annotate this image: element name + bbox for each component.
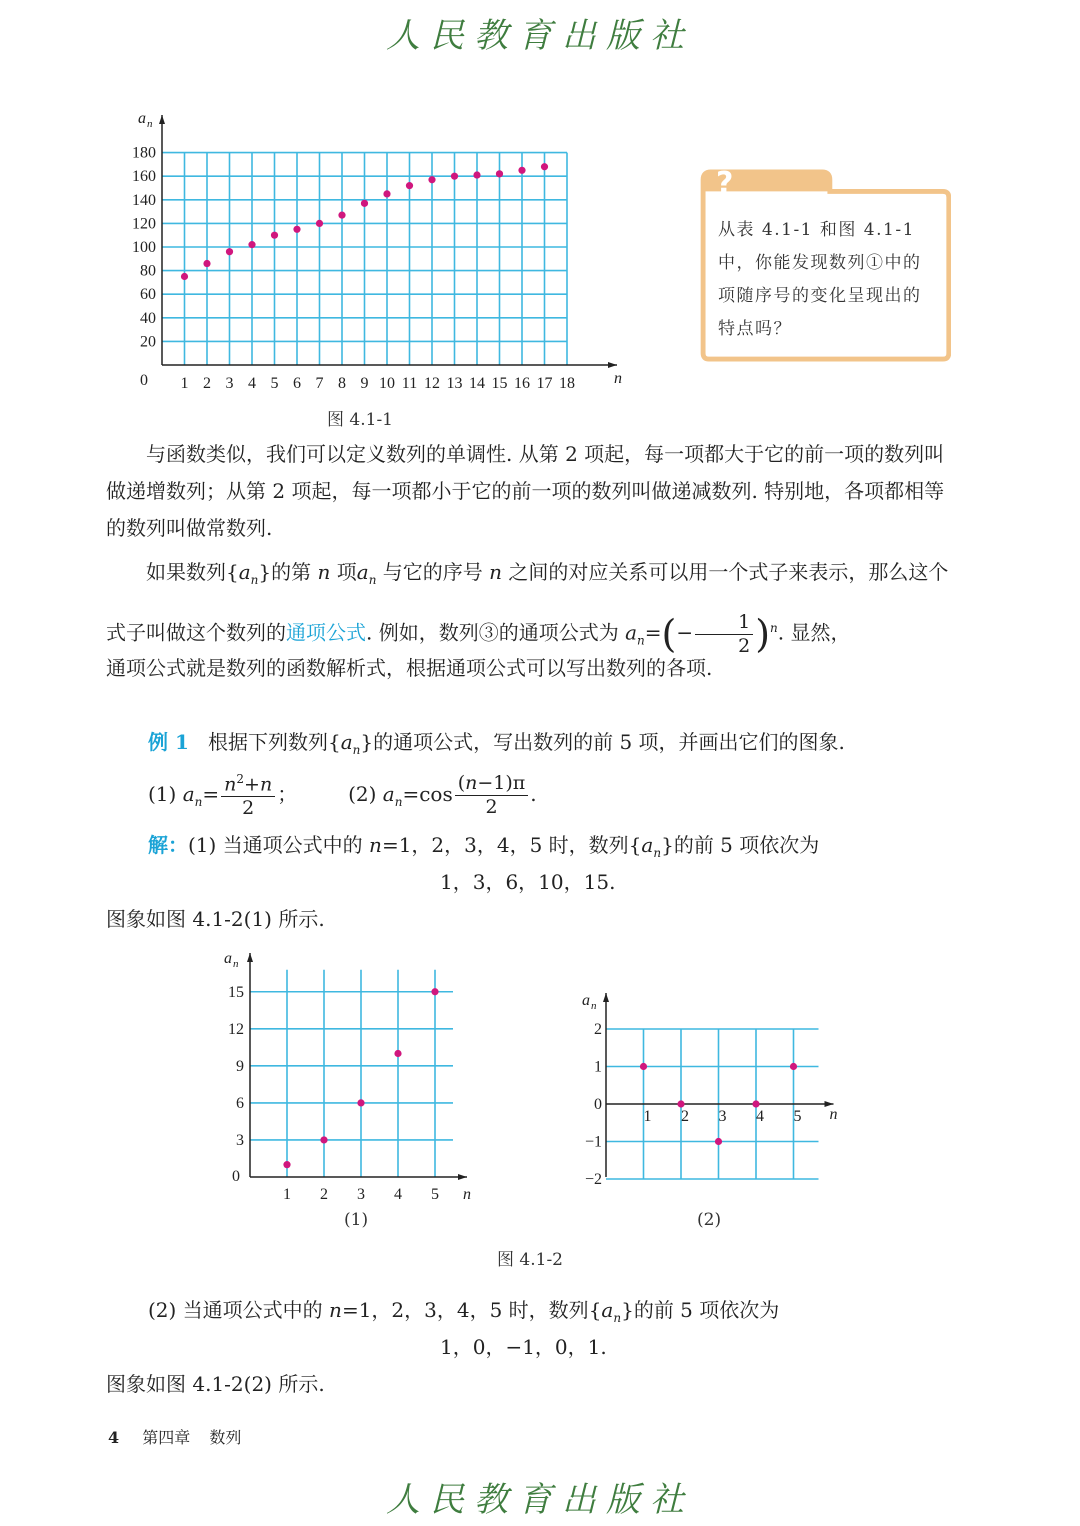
- figure-4-1-1-caption: 图 4.1-1: [327, 410, 393, 430]
- y-axis-label-subscript: n: [233, 958, 239, 970]
- y-tick-label: 120: [132, 215, 156, 233]
- y-tick-label: 60: [140, 286, 156, 304]
- x-tick-label: 4: [756, 1108, 764, 1125]
- solution-2-figure-ref: 图象如图 4.1-2(2) 所示.: [106, 1372, 325, 1396]
- data-point: [203, 260, 210, 267]
- y-tick-label: 40: [140, 309, 156, 327]
- x-tick-label: 11: [401, 375, 418, 392]
- data-point: [293, 226, 300, 233]
- y-tick-label: 80: [140, 262, 156, 280]
- data-point: [790, 1063, 797, 1070]
- data-point: [394, 1050, 401, 1057]
- example-1-formulas: (1) $a_n=$ $\frac{n^2+n}{2}$ ； (2) $a_n=\cos$ $\frac{(n-1)\pi}{2}$ .: [148, 771, 537, 820]
- general-term-paragraph: 如果数列$\{a_n\}$的第 n 项$a_n$ 与它的序号 n 之间的对应关系可以用一个式子来表示，那么这个式子叫做这个数列的通项公式. 例如，数列③的通项公式为 $a_n=(-$ $\frac{1}{2}$ )$^n$. 显然，: [106, 560, 949, 657]
- y-axis-arrow: [247, 953, 253, 962]
- x-tick-label: 5: [270, 375, 279, 392]
- x-tick-label: 5: [431, 1186, 439, 1203]
- y-tick-label: 3: [236, 1131, 244, 1149]
- data-point: [752, 1100, 759, 1107]
- figure-4-1-2-1: [210, 945, 490, 1205]
- y-tick-label: −2: [584, 1171, 602, 1188]
- solution-1-figure-ref: 图象如图 4.1-2(1) 所示.: [106, 907, 325, 931]
- data-point: [640, 1063, 647, 1070]
- x-tick-label: 13: [446, 375, 463, 392]
- x-axis-arrow: [608, 362, 617, 368]
- figure-4-1-1: [120, 105, 640, 405]
- y-tick-label: 160: [132, 168, 156, 186]
- x-tick-label: 2: [320, 1186, 328, 1203]
- data-point: [383, 190, 390, 197]
- figure-4-1-2-2: [570, 985, 840, 1200]
- data-point: [428, 176, 435, 183]
- x-tick-label: 3: [357, 1186, 365, 1203]
- note-text: 从表 4.1-1 和图 4.1-1 中，你能发现数列①中的项随序号的变化呈现出的特点吗？: [718, 220, 922, 339]
- x-tick-label: 15: [491, 375, 508, 392]
- y-tick-label: 140: [132, 191, 156, 209]
- x-tick-label: 4: [248, 375, 256, 392]
- figure-4-1-2-sub2-caption: (2): [697, 1210, 722, 1230]
- y-axis-arrow: [159, 115, 165, 124]
- solution-2-intro: (2) 当通项公式中的 n=1，2，3，4，5 时，数列$\{a_n\}$的前 5 项依次为: [148, 1298, 780, 1325]
- data-point: [451, 173, 458, 180]
- figure-4-1-2-sub1-caption: (1): [344, 1210, 369, 1230]
- data-point: [541, 163, 548, 170]
- solution-label: 解：: [148, 833, 188, 857]
- y-axis-label-subscript: n: [591, 1000, 597, 1012]
- data-point: [248, 241, 255, 248]
- x-tick-label: 3: [225, 375, 234, 392]
- data-point: [473, 171, 480, 178]
- monotonicity-paragraph: 与函数类似，我们可以定义数列的单调性. 从第 2 项起，每一项都大于它的前一项的数列叫做递增数列；从第 2 项起，每一项都小于它的前一项的数列叫做递减数列. 特别地，各项都相等的数列叫做常数列.: [106, 442, 945, 540]
- x-axis-label: n: [829, 1106, 838, 1123]
- x-tick-label: 3: [718, 1108, 727, 1125]
- data-point: [320, 1136, 327, 1143]
- figure-4-1-2-caption: 图 4.1-2: [497, 1250, 563, 1270]
- x-tick-label: 14: [469, 375, 485, 392]
- y-tick-label: 12: [228, 1020, 244, 1038]
- y-tick-label: 100: [132, 239, 156, 256]
- chapter-title: 数列: [209, 1428, 242, 1447]
- y-tick-label: 15: [228, 983, 244, 1001]
- x-axis-arrow: [458, 1174, 467, 1180]
- term-general-formula: 通项公式: [286, 620, 366, 645]
- data-point: [338, 212, 345, 219]
- y-tick-label: 6: [236, 1094, 244, 1112]
- data-point: [496, 170, 503, 177]
- y-axis-arrow: [603, 993, 609, 1002]
- x-tick-label: 7: [315, 375, 324, 392]
- x-tick-label: 4: [394, 1186, 402, 1203]
- example-1-prompt: 例 1 根据下列数列$\{a_n\}$的通项公式，写出数列的前 5 项，并画出它们的图象.: [148, 730, 845, 757]
- x-tick-label: 1: [643, 1108, 652, 1125]
- data-point: [271, 232, 278, 239]
- data-point: [283, 1161, 290, 1168]
- x-tick-label: 9: [360, 375, 369, 392]
- data-point: [677, 1100, 684, 1107]
- y-tick-label: 1: [594, 1058, 602, 1076]
- x-tick-label: 5: [793, 1108, 802, 1125]
- y-axis-label: a: [224, 950, 232, 967]
- y-axis-label: a: [582, 992, 590, 1009]
- page-footer: [108, 1425, 241, 1448]
- x-tick-label: 8: [338, 375, 346, 392]
- x-tick-label: 18: [559, 375, 575, 392]
- data-point: [361, 200, 368, 207]
- x-tick-label: 6: [293, 375, 301, 392]
- chapter-number: 第四章: [142, 1428, 191, 1447]
- origin-label: 0: [140, 372, 148, 389]
- example-label: 例 1: [148, 730, 189, 754]
- y-tick-label: 180: [132, 144, 156, 162]
- x-axis-label: n: [463, 1186, 471, 1203]
- data-point: [316, 220, 323, 227]
- x-tick-label: 12: [424, 375, 440, 392]
- data-point: [357, 1099, 364, 1106]
- x-tick-label: 2: [203, 375, 211, 392]
- x-axis-label: n: [614, 370, 622, 387]
- x-tick-label: 10: [379, 375, 395, 392]
- y-axis-label-subscript: n: [147, 118, 153, 130]
- solution-1-intro: 解：(1) 当通项公式中的 n=1，2，3，4，5 时，数列$\{a_n\}$的前 5 项依次为: [148, 833, 820, 860]
- publisher-logo: 人民教育出版社: [386, 16, 694, 56]
- question-mark-icon: ?: [716, 166, 734, 201]
- x-tick-label: 1: [180, 375, 189, 392]
- x-tick-label: 17: [536, 375, 553, 392]
- x-tick-label: 2: [681, 1108, 689, 1125]
- x-tick-label: 16: [514, 375, 530, 392]
- y-axis-label: a: [138, 110, 146, 127]
- y-tick-label: 20: [140, 333, 156, 351]
- y-tick-label: 2: [594, 1021, 602, 1038]
- origin-label: 0: [232, 1168, 240, 1185]
- y-tick-label: 9: [236, 1057, 244, 1075]
- data-point: [406, 182, 413, 189]
- data-point: [518, 167, 525, 174]
- y-tick-label: 0: [594, 1096, 602, 1113]
- x-tick-label: 1: [283, 1186, 291, 1203]
- data-point: [715, 1138, 722, 1145]
- solution-1-values: 1，3，6，10，15.: [440, 870, 616, 894]
- page-number: 4: [108, 1428, 120, 1447]
- y-tick-label: −1: [584, 1133, 602, 1151]
- solution-2-values: 1，0，−1，0，1.: [440, 1335, 607, 1359]
- data-point: [431, 988, 438, 995]
- publisher-logo-bottom: 人民教育出版社: [386, 1480, 694, 1520]
- formula-explanation: 通项公式就是数列的函数解析式，根据通项公式可以写出数列的各项.: [106, 656, 713, 680]
- data-point: [181, 273, 188, 280]
- data-point: [226, 248, 233, 255]
